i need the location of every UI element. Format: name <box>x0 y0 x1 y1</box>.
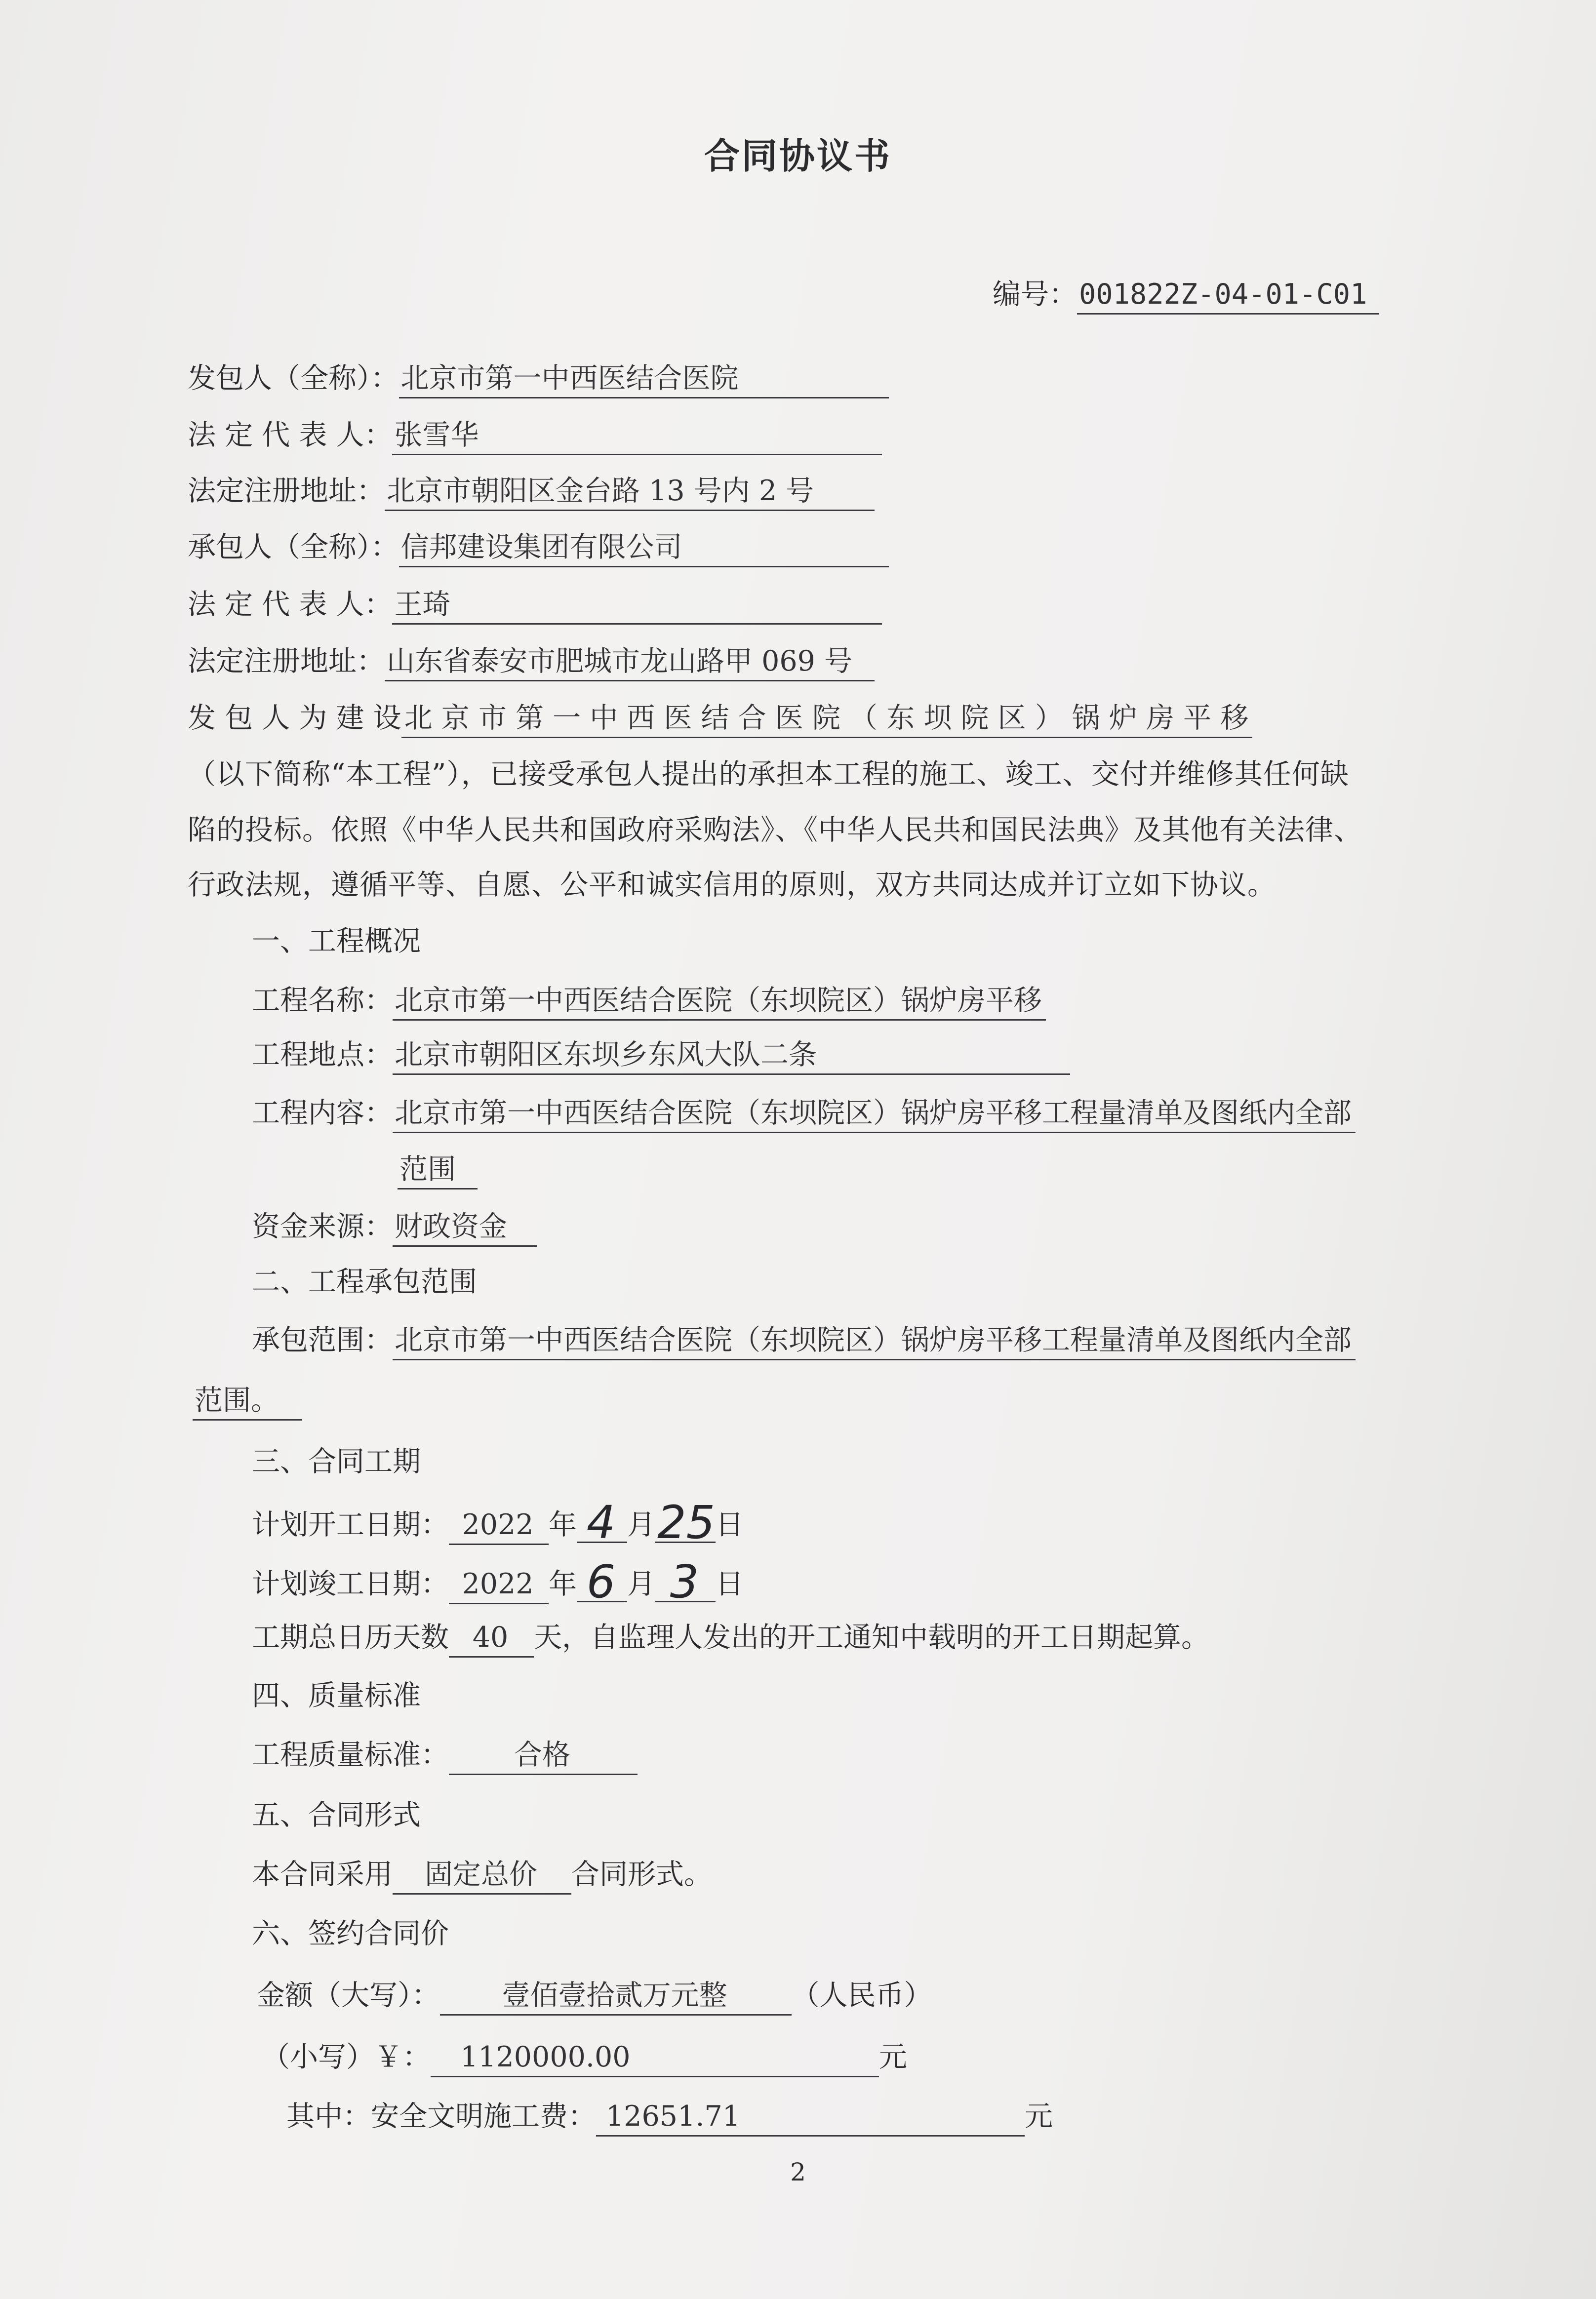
employer-rep-row: 法 定 代 表 人：张雪华 <box>188 417 882 455</box>
preamble-line-2: （以下简称“本工程”），已接受承包人提出的承担本工程的施工、竣工、交付并维修其任何缺 <box>188 758 1349 791</box>
section-5-heading: 五、合同形式 <box>252 1799 421 1831</box>
project-content: 北京市第一中西医结合医院（东坝院区）锅炉房平移工程量清单及图纸内全部 <box>393 1095 1356 1133</box>
contractor-rep-row: 法 定 代 表 人：王琦 <box>188 587 882 625</box>
fund-source-row: 资金来源：财政资金 <box>252 1209 537 1247</box>
contractor-address-row: 法定注册地址：山东省泰安市肥城市龙山路甲 069 号 <box>188 643 875 681</box>
start-day: 25 <box>655 1505 716 1543</box>
scope-row: 承包范围：北京市第一中西医结合医院（东坝院区）锅炉房平移工程量清单及图纸内全部 <box>252 1322 1356 1360</box>
quality-value: 合格 <box>449 1737 638 1775</box>
document-title: 合同协议书 <box>704 135 892 177</box>
scope-value: 北京市第一中西医结合医院（东坝院区）锅炉房平移工程量清单及图纸内全部 <box>393 1322 1356 1360</box>
section-6-heading: 六、签约合同价 <box>252 1917 449 1950</box>
preamble-project: 北 京 市 第 一 中 西 医 结 合 医 院 （ 东 坝 院 区 ） 锅 炉 房 平 移 <box>401 700 1253 738</box>
safety-fee-row: 其中：安全文明施工费： 12651.71 元 <box>286 2099 1053 2137</box>
employer-name: 北京市第一中西医结合医院 <box>399 360 889 398</box>
section-4-heading: 四、质量标准 <box>252 1679 421 1712</box>
amount-upper-row: 金额（大写）： 壹佰壹拾贰万元整 （人民币） <box>257 1978 932 2016</box>
end-day: 3 <box>655 1564 716 1602</box>
employer-address: 北京市朝阳区金台路 13 号内 2 号 <box>385 473 875 511</box>
contractor-name: 信邦建设集团有限公司 <box>399 529 889 567</box>
amount-upper: 壹佰壹拾贰万元整 <box>440 1978 792 2016</box>
contractor-rep: 王琦 <box>392 587 882 625</box>
section-1-heading: 一、工程概况 <box>252 925 421 957</box>
fund-source: 财政资金 <box>393 1209 537 1247</box>
project-location-row: 工程地点：北京市朝阳区东坝乡东风大队二条 <box>252 1037 1070 1075</box>
duration-row: 工期总日历天数 40 天，自监理人发出的开工通知中载明的开工日期起算。 <box>252 1620 1209 1658</box>
end-year: 2022 <box>449 1566 549 1604</box>
contract-form-row: 本合同采用 固定总价 合同形式。 <box>252 1857 712 1895</box>
preamble-line-4: 行政法规，遵循平等、自愿、公平和诚实信用的原则，双方共同达成并订立如下协议。 <box>188 869 1276 901</box>
scope-cont: 范围。 <box>193 1383 302 1421</box>
amount-lower: 1120000.00 <box>431 2039 879 2077</box>
start-year: 2022 <box>449 1507 549 1545</box>
end-date-row: 计划竣工日期： 2022 年 6 月 3 日 <box>252 1555 744 1608</box>
safety-fee: 12651.71 <box>596 2099 1025 2137</box>
contract-number: 编号：001822Z-04-01-C01 <box>993 277 1379 315</box>
project-location: 北京市朝阳区东坝乡东风大队二条 <box>393 1037 1070 1075</box>
preamble-line-3: 陷的投标。依照《中华人民共和国政府采购法》、《中华人民共和国民法典》及其他有关法律、 <box>188 814 1362 846</box>
amount-lower-row: （小写）￥： 1120000.00 元 <box>262 2039 907 2077</box>
project-name-row: 工程名称：北京市第一中西医结合医院（东坝院区）锅炉房平移 <box>252 983 1046 1021</box>
employer-row: 发包人（全称）：北京市第一中西医结合医院 <box>188 360 889 398</box>
end-month: 6 <box>577 1564 627 1602</box>
employer-address-row: 法定注册地址：北京市朝阳区金台路 13 号内 2 号 <box>188 473 875 511</box>
start-month: 4 <box>577 1505 627 1543</box>
preamble-line-1: 发 包 人 为 建 设 北 京 市 第 一 中 西 医 结 合 医 院 （ 东 坝 院 区 ） 锅 炉 房 平 移 <box>188 700 1252 738</box>
quality-row: 工程质量标准： 合格 <box>252 1737 638 1775</box>
section-2-heading: 二、工程承包范围 <box>252 1266 477 1298</box>
page-number: 2 <box>790 2158 806 2186</box>
project-content-row: 工程内容：北京市第一中西医结合医院（东坝院区）锅炉房平移工程量清单及图纸内全部 <box>252 1095 1356 1133</box>
contract-form-value: 固定总价 <box>393 1857 571 1895</box>
employer-rep: 张雪华 <box>392 417 882 455</box>
project-name: 北京市第一中西医结合医院（东坝院区）锅炉房平移 <box>393 983 1046 1021</box>
duration-days: 40 <box>449 1620 534 1658</box>
section-3-heading: 三、合同工期 <box>252 1445 421 1478</box>
contract-number-value: 001822Z-04-01-C01 <box>1077 277 1379 315</box>
project-content-cont: 范围 <box>398 1151 478 1189</box>
start-date-row: 计划开工日期： 2022 年 4 月25日 <box>252 1496 744 1549</box>
contractor-row: 承包人（全称）：信邦建设集团有限公司 <box>188 529 889 567</box>
contractor-address: 山东省泰安市肥城市龙山路甲 069 号 <box>385 643 875 681</box>
